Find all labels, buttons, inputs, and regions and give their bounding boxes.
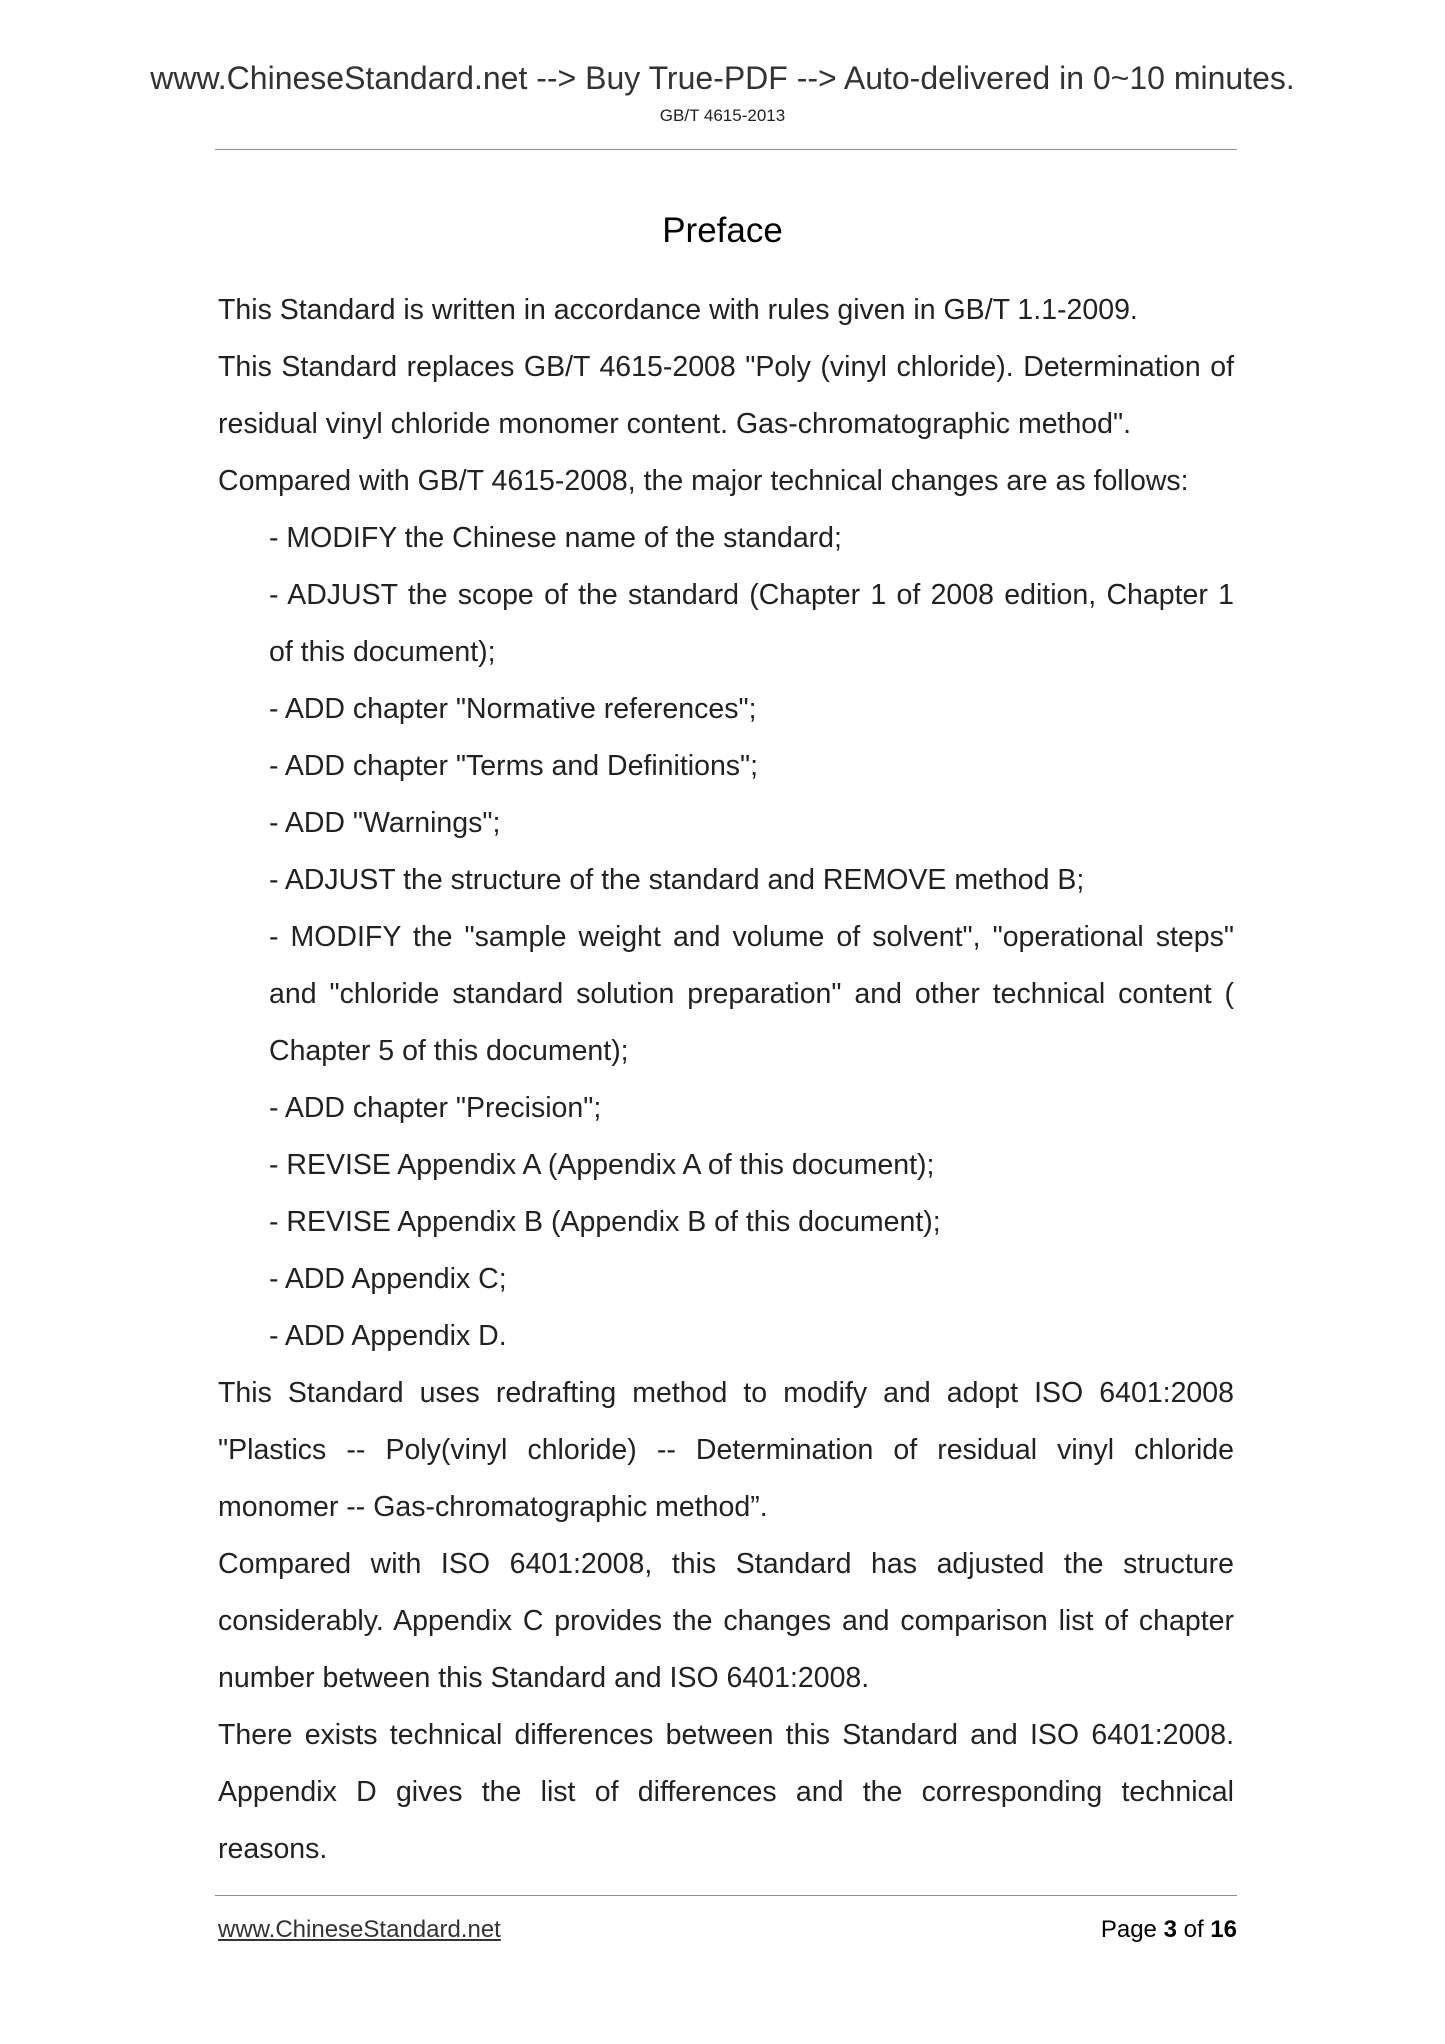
- list-item-change: - ADD Appendix D.: [269, 1320, 507, 1352]
- list-item-change: - REVISE Appendix B (Appendix B of this document);: [269, 1206, 941, 1238]
- page-of-label: of: [1183, 1916, 1204, 1943]
- page-total: 16: [1210, 1916, 1237, 1943]
- header-divider: [215, 149, 1237, 150]
- list-item-change: - ADD "Warnings";: [269, 807, 501, 839]
- list-item-change: - ADJUST the scope of the standard (Chapter 1 of 2008 edition, Chapter 1 of this document);: [269, 579, 1234, 668]
- page-number: [1101, 1916, 1237, 1944]
- page-title: Preface: [662, 211, 783, 250]
- list-item-change: - ADD chapter "Precision";: [269, 1092, 602, 1124]
- list-item-change: - REVISE Appendix A (Appendix A of this document);: [269, 1149, 935, 1181]
- list-item-change: - MODIFY the Chinese name of the standard;: [269, 522, 842, 554]
- paragraph-technical-differences: There exists technical differences between this Standard and ISO 6401:2008. Appendix D gives the list of differences and the corresponding technical reasons.: [218, 1719, 1234, 1865]
- list-item-change: - MODIFY the "sample weight and volume of solvent", "operational steps" and "chloride standard solution preparation" and other technical content ( Chapter 5 of this document);: [269, 921, 1234, 1067]
- paragraph-structure-comparison: Compared with ISO 6401:2008, this Standard has adjusted the structure considerably. Appendix C provides the changes and comparison list of chapter number between this Standard and ISO 6401:2008.: [218, 1548, 1234, 1694]
- paragraph-changes-intro: Compared with GB/T 4615-2008, the major technical changes are as follows:: [218, 465, 1189, 497]
- list-item-change: - ADD chapter "Terms and Definitions";: [269, 750, 759, 782]
- list-item-change: - ADD chapter "Normative references";: [269, 693, 757, 725]
- paragraph-adoption: This Standard uses redrafting method to modify and adopt ISO 6401:2008 "Plastics -- Poly(vinyl chloride) -- Determination of residual vinyl chloride monomer -- Gas-chromatographic method”.: [218, 1377, 1234, 1523]
- site-banner: www.ChineseStandard.net --> Buy True-PDF --> Auto-delivered in 0~10 minutes.: [150, 60, 1295, 96]
- paragraph-drafting-rules: This Standard is written in accordance with rules given in GB/T 1.1-2009.: [218, 294, 1138, 326]
- footer-site-link[interactable]: www.ChineseStandard.net: [218, 1916, 501, 1943]
- list-item-change: - ADD Appendix C;: [269, 1263, 507, 1295]
- preface-body: [218, 282, 1234, 1878]
- page-label: Page: [1100, 1916, 1157, 1943]
- paragraph-replaces: This Standard replaces GB/T 4615-2008 "Poly (vinyl chloride). Determination of residual vinyl chloride monomer content. Gas-chromatographic method".: [218, 351, 1234, 440]
- list-item-change: - ADJUST the structure of the standard and REMOVE method B;: [269, 864, 1085, 896]
- footer-divider: [215, 1895, 1237, 1896]
- page-current: 3: [1163, 1916, 1177, 1943]
- standard-code: GB/T 4615-2013: [659, 106, 786, 125]
